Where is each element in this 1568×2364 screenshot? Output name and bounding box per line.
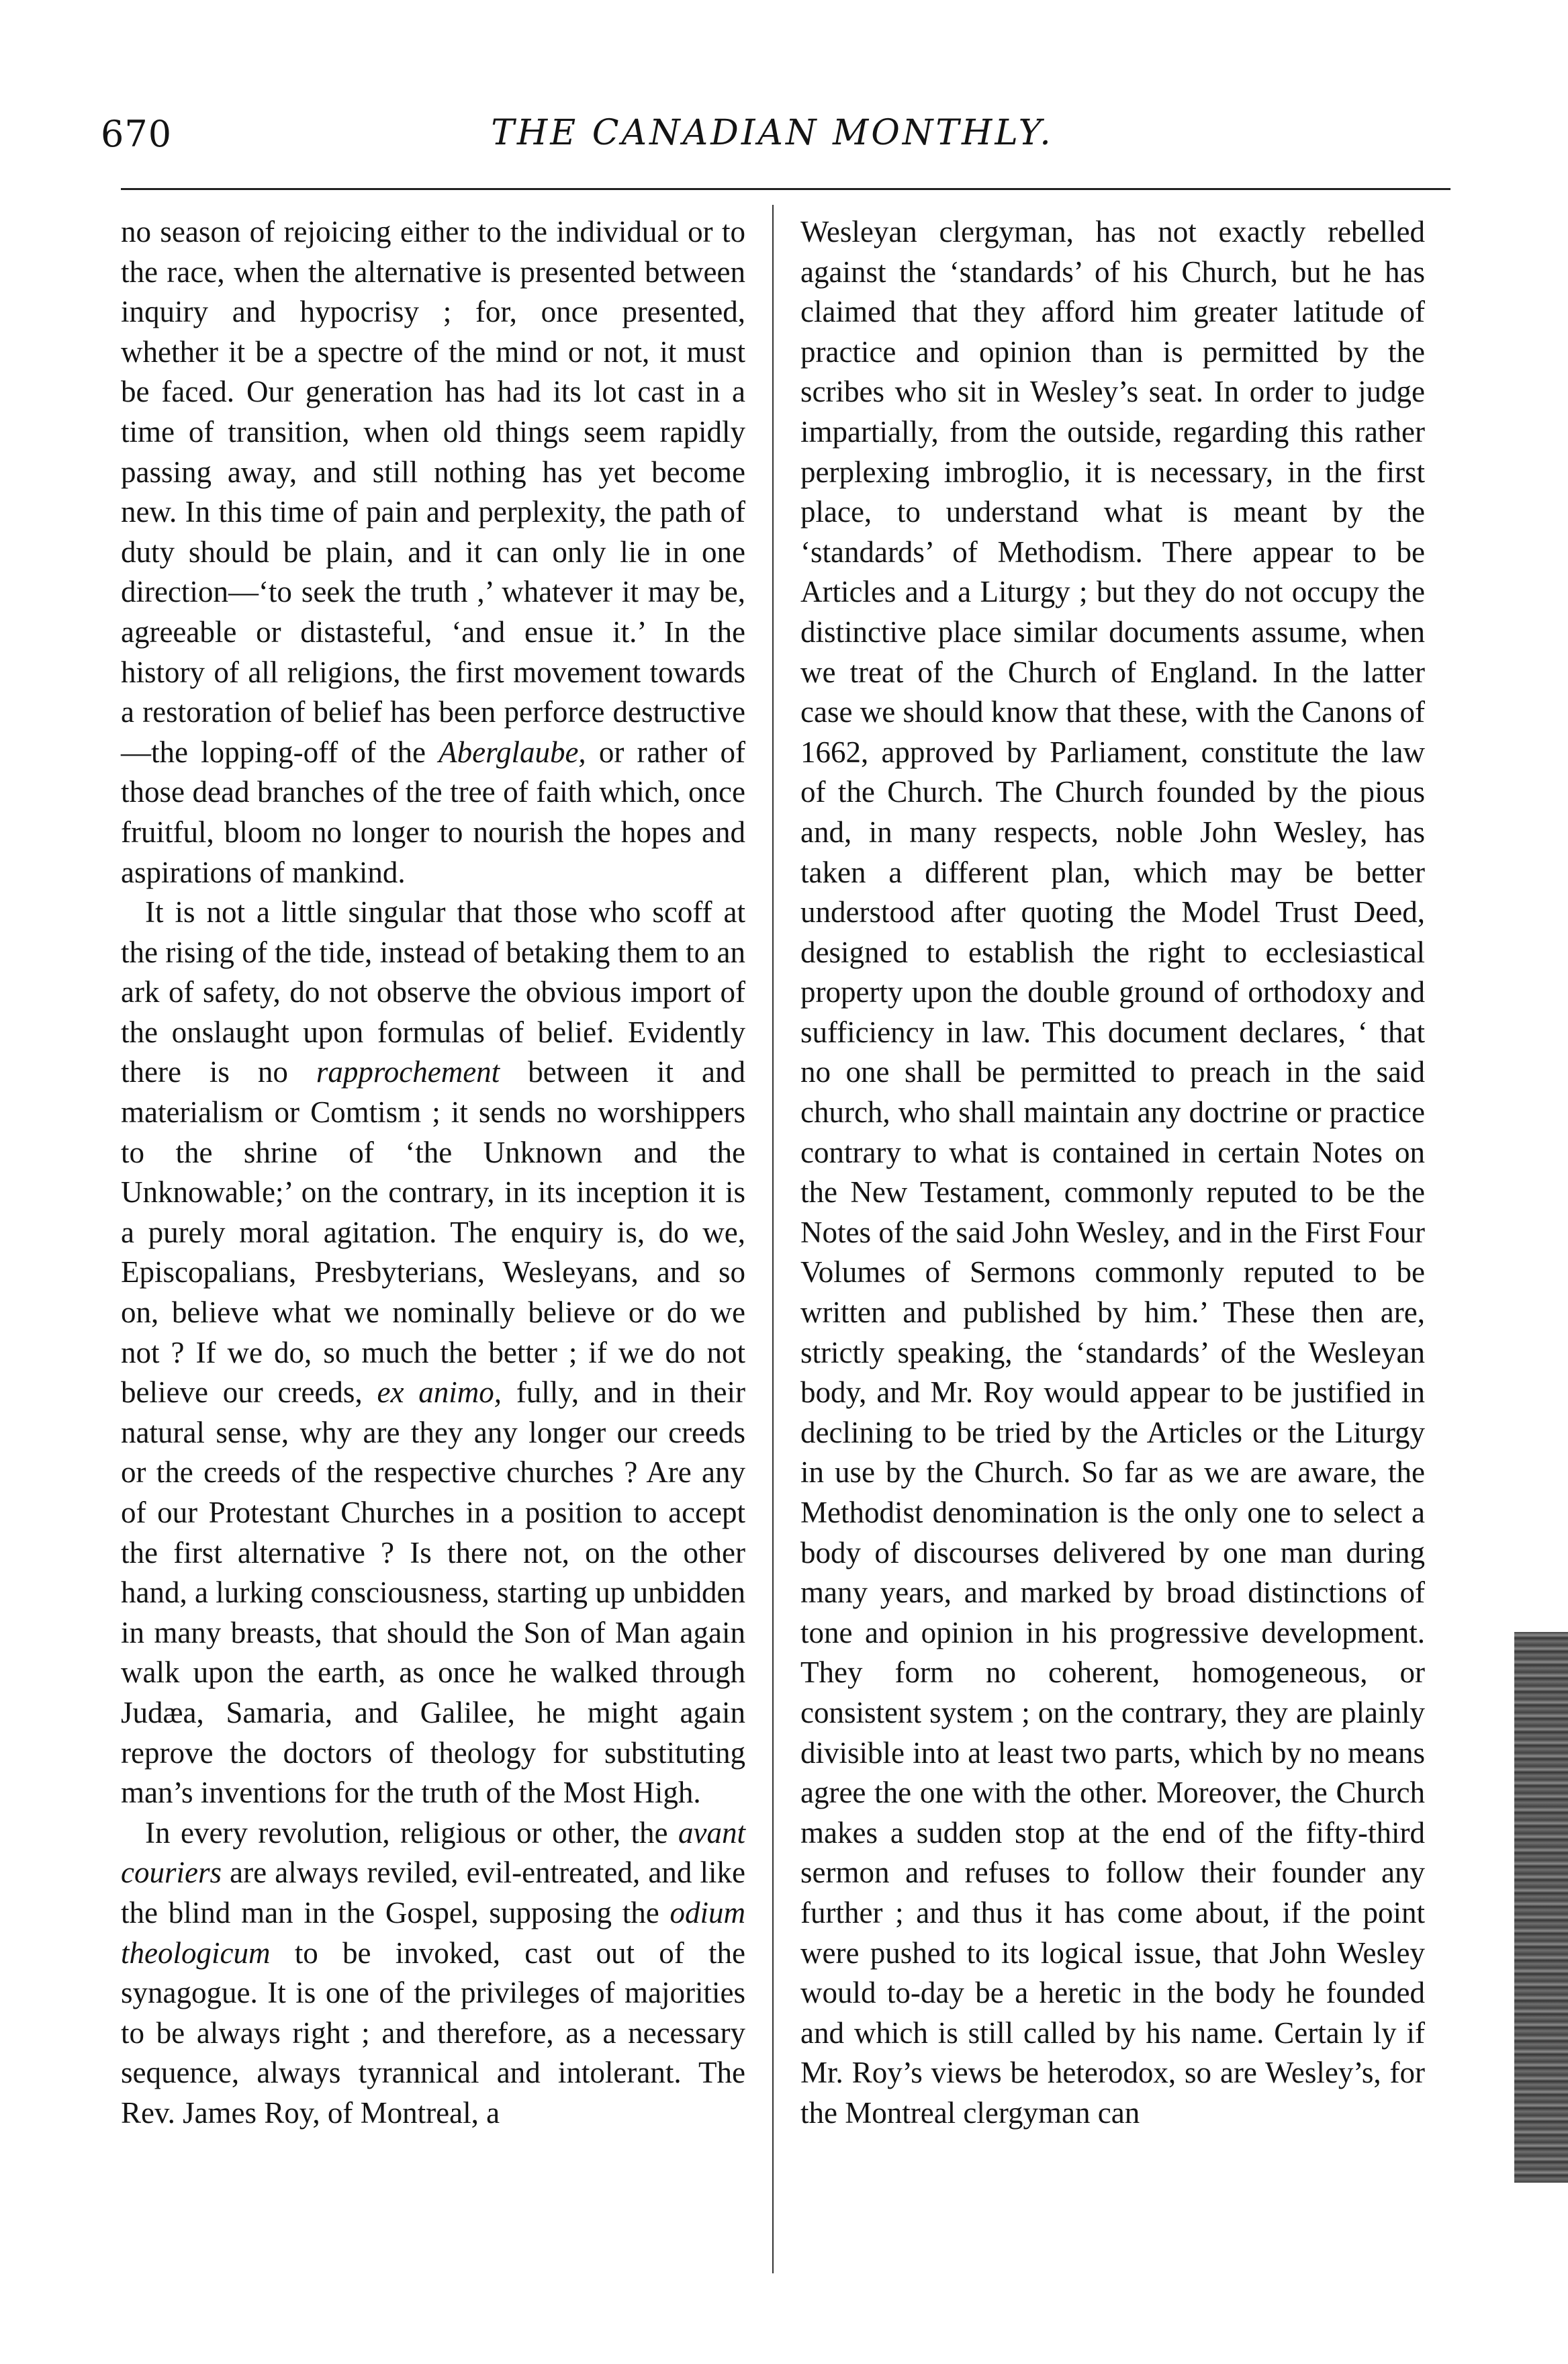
italic-text: avant couriers	[121, 1815, 745, 1890]
italic-text: ex animo,	[377, 1375, 502, 1410]
scan-edge-artifact	[1514, 1632, 1568, 2183]
text-segment: or rather of those dead branches of the tree of faith which, once fruitful, bloom no longer to nourish the hopes and aspirations of mankind.	[121, 735, 745, 889]
italic-text: Aberglaube,	[439, 735, 586, 769]
text-segment: fully, and in their natural sense, why are they any longer our creeds or the creeds of the respective churches ? Are any of our Protestant Churches in a position to accept the first alternative ? Is there not, on the other hand, a lurking consciousness, starting up unbidden in many breasts, that should the Son of Man again walk upon the earth, as once he walked through Judæa, Samaria, and Galilee, he might again reprove the doctors of theology for substituting man’s inventions for the truth of the Most High.	[121, 1375, 745, 1810]
text-segment: to be invoked, cast out of the synagogue. It is one of the privileges of majorities to be always right ; and therefore, as a necessary sequence, always tyrannical and intolerant. The Rev. James Roy, of Montreal, a	[121, 1936, 745, 2130]
page-number: 670	[101, 113, 173, 155]
right-column	[800, 212, 1425, 2134]
italic-text: rapprochement	[316, 1055, 500, 1089]
text-segment: Wesleyan clergyman, has not exactly rebelled against the ‘standards’ of his Church, but he has claimed that they afford him greater latitude of practice and opinion than is permitted by the scribes who sit in Wesley’s seat. In order to judge impartially, from the outside, regarding this rather perplexing imbroglio, it is necessary, in the first place, to understand what is meant by the ‘standards’ of Methodism. There appear to be Articles and a Liturgy ; but they do not occupy the distinctive place similar documents assume, when we treat of the Church of England. In the latter case we should know that these, with the Canons of 1662, approved by Parliament, constitute the law of the Church. The Church founded by the pious and, in many respects, noble John Wesley, has taken a different plan, which may be better understood after quoting the Model Trust Deed, designed to establish the right to ecclesiastical property upon the double ground of orthodoxy and sufficiency in law. This document declares, ‘ that no one shall be permitted to preach in the said church, who shall maintain any doctrine or practice contrary to what is contained in certain Notes on the New Testament, commonly reputed to be the Notes of the said John Wesley, and in the First Four Volumes of Sermons commonly reputed to be written and published by him.’ These then are, strictly speaking, the ‘standards’ of the Wesleyan body, and Mr. Roy would appear to be justified in declining to be tried by the Articles or the Liturgy in use by the Church. So far as we are aware, the Methodist denomination is the only one to select a body of discourses delivered by one man during many years, and marked by broad distinctions of tone and opinion in his progressive development. They form no coherent, homogeneous, or consistent system ; on the contrary, they are plainly divisible into at least two parts, which by no means agree the one with the other. Moreover, the Church makes a sudden stop at the end of the fifty-third sermon and refuses to follow their founder any further ; and thus it has come about, if the point were pushed to its logical issue, that John Wesley would to-day be a heretic in the body he founded and which is still called by his name. Certain ly if Mr. Roy’s views be heterodox, so are Wesley’s, for the Montreal clergyman can	[800, 215, 1425, 2130]
paragraph	[121, 1813, 745, 2134]
paragraph	[800, 212, 1425, 2134]
text-segment: no season of rejoicing either to the individual or to the race, when the alternative is presented between inquiry and hypocrisy ; for, once presented, whether it be a spectre of the mind or not, it must be faced. Our generation has had its lot cast in a time of transition, when old things seem rapidly passing away, and still nothing has yet become new. In this time of pain and perplexity, the path of duty should be plain, and it can only lie in one direction—‘to seek the truth ,’ whatever it may be, agreeable or distasteful, ‘and ensue it.’ In the history of all religions, the first movement towards a restoration of belief has been perforce destructive—the lopping-off of the	[121, 215, 745, 769]
paragraph	[121, 212, 745, 893]
text-segment: It is not a little singular that those who scoff at the rising of the tide, instead of betaking them to an ark of safety, do not observe the obvious import of the onslaught upon formulas of belief. Evidently there is no	[121, 895, 745, 1089]
header-rule	[121, 188, 1450, 190]
running-head: THE CANADIAN MONTHLY.	[491, 113, 1054, 153]
text-segment: In every revolution, religious or other, the	[145, 1815, 679, 1850]
left-column	[121, 212, 745, 2134]
page-header	[101, 113, 1444, 167]
column-divider	[772, 205, 774, 2273]
italic-text: odium theologicum	[121, 1895, 745, 1970]
text-segment: between it and materialism or Comtism ; it sends no worshippers to the shrine of ‘the Unknown and the Unknowable;’ on the contrary, in its inception it is a purely moral agitation. The enquiry is, do we, Episcopalians, Presbyterians, Wesleyans, and so on, believe what we nominally believe or do we not ? If we do, so much the better ; if we do not believe our creeds,	[121, 1055, 745, 1410]
text-segment: are always reviled, evil-entreated, and like the blind man in the Gospel, supposing the	[121, 1856, 745, 1929]
paragraph	[121, 893, 745, 1813]
